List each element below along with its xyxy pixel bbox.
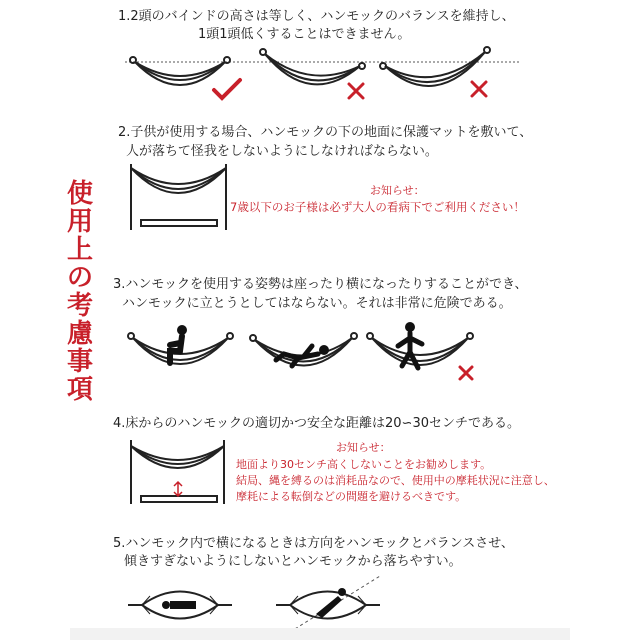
side-title-char: 上	[66, 235, 93, 265]
side-title-char: の	[66, 263, 93, 293]
section-3-line2: ハンモックに立とうとしてはならない。それは非常に危険である。	[122, 296, 512, 311]
section-1-line2: 1頭1頭低くすることはできません。	[198, 27, 411, 42]
side-title-char: 使	[66, 179, 93, 209]
person-sitting-icon	[160, 325, 200, 365]
side-title-char: 項	[66, 375, 93, 405]
cross-icon	[347, 82, 365, 100]
check-icon	[212, 78, 242, 100]
section-2-line2: 人が落ちて怪我をしないようにしなければならない。	[126, 144, 438, 159]
person-standing-icon	[392, 322, 432, 372]
section-4-notice-line1: 地面より30センチ高くしないことをお勧めします。	[236, 458, 492, 471]
side-title-char: 用	[66, 207, 93, 237]
bottom-strip	[70, 628, 570, 640]
section-2-notice-title: お知らせ：	[370, 184, 425, 197]
cross-icon	[458, 365, 474, 381]
side-title-char: 考	[66, 291, 93, 321]
side-title-char: 事	[66, 347, 93, 377]
section-2-notice-text: 7歳以下のお子様は必ず大人の看病下でご利用ください！	[230, 200, 525, 214]
section-4-line1: 4.床からのハンモックの適切かつ安全な距離は20∽30センチである。	[113, 416, 520, 431]
person-lying-icon	[272, 340, 332, 370]
side-title-char: 慮	[66, 319, 93, 349]
section-5-line1: 5.ハンモック内で横になるときは方向をハンモックとバランスさせ、	[113, 536, 514, 551]
up-down-arrow-icon	[172, 481, 184, 497]
section-1-line1: 1.2頭のバインドの高さは等しく、ハンモックのバランスを維持し、	[118, 9, 515, 24]
section-4-notice-title: お知らせ：	[336, 441, 391, 454]
section-2-line1: 2.子供が使用する場合、ハンモックの下の地面に保護マットを敷いて、	[118, 125, 533, 140]
section-4-notice-line2: 結局、縄を縛るのは消耗品なので、使用中の摩耗状況に注意し、	[236, 474, 555, 487]
section-3-line1: 3.ハンモックを使用する姿勢は座ったり横になったりすることができ、	[113, 277, 528, 292]
section-4-notice-line3: 摩耗による転倒などの問題を避けるべきです。	[236, 490, 467, 503]
hammock-level-diagram	[0, 0, 640, 120]
cross-icon	[470, 80, 488, 98]
section-5-line2: 傾きすぎないようにしないとハンモックから落ちやすい。	[124, 554, 462, 569]
